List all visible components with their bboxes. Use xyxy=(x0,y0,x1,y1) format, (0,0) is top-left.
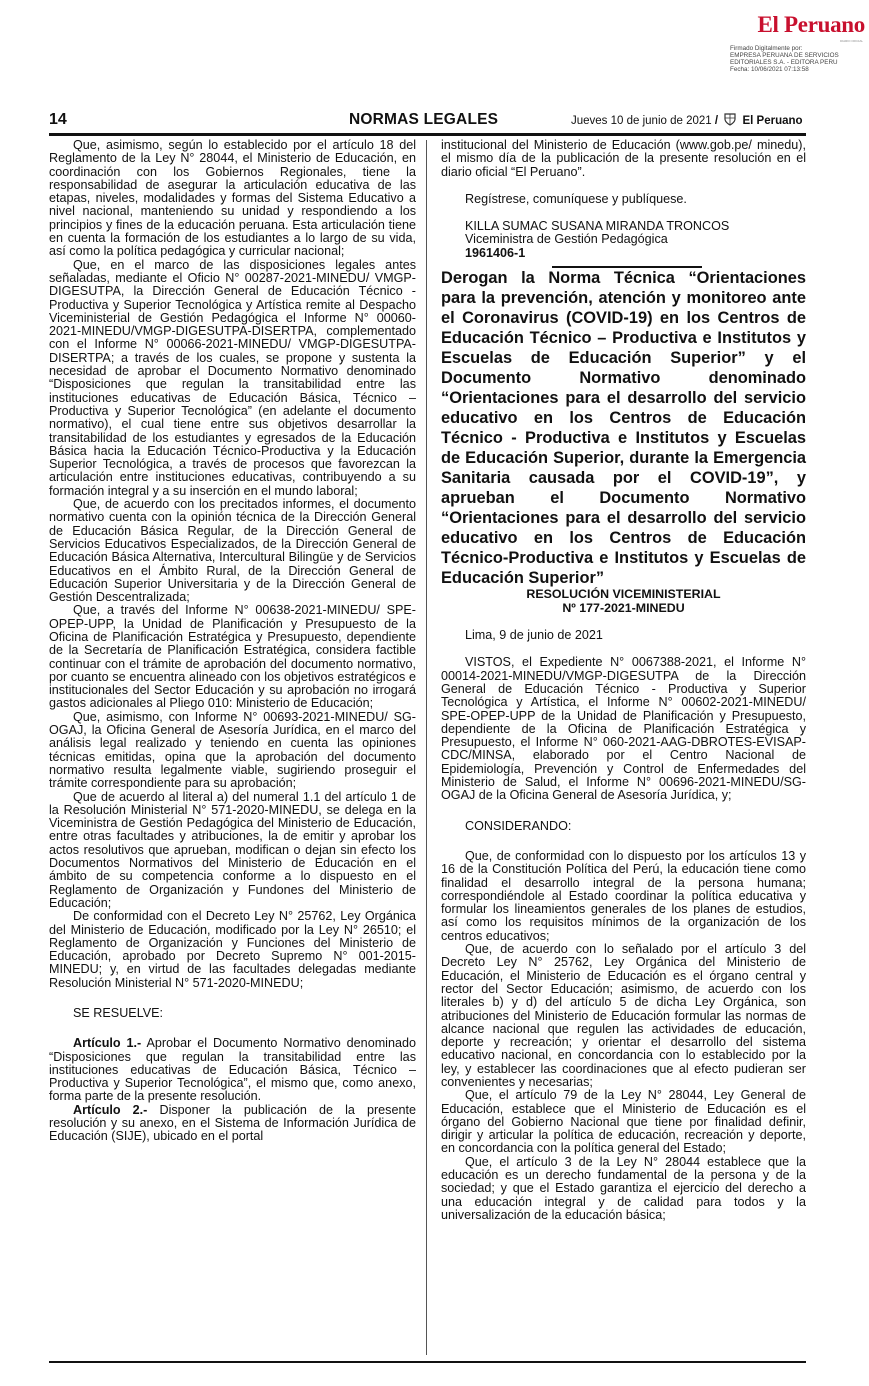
digital-signature xyxy=(730,45,869,73)
right-column xyxy=(441,139,806,1222)
page-number: 14 xyxy=(49,111,67,128)
article-1 xyxy=(49,1037,416,1103)
considerando: CONSIDERANDO: xyxy=(465,818,572,833)
logo-text: El Peruano xyxy=(757,12,865,37)
paragraph: Que, a través del Informe N° 00638-2021-MINEDU/ SPE-OPEP-UPP, la Unidad de Planificación y Presupuesto de la Oficina de Planificación Estratégica y Presupuesto, dependiente de la Secretaría de Planificación Estratégica, considera factible continuar con el trámite de aprobación del documento normativo, por cuanto se encuentra alineado con los objetivos estratégicos e institucionales del Sector Educación y su aprobación no irrogará gastos adicionales al Pliego 010: Ministerio de Educación; xyxy=(49,603,416,711)
article-label: Artículo 1.- xyxy=(73,1036,142,1051)
place-date: Lima, 9 de junio de 2021 xyxy=(465,628,603,643)
paragraph: Que, de acuerdo con los precitados informes, el documento normativo cuenta con la opinión técnica de la Dirección General de Educación Básica Regular, de la Dirección General de Servicios Educativos Especializados, de la Dirección General de Educación Básica Alternativa, Intercultural Bilingüe y de Servicios Educativos en el Ámbito Rural, de la Dirección General de Educación Superior Universitaria y de la Dirección General de Gestión Descentralizada; xyxy=(49,497,416,605)
el-peruano-logo xyxy=(700,12,865,42)
coat-of-arms-icon xyxy=(724,113,736,126)
footer-rule xyxy=(49,1361,806,1363)
section-title: NORMAS LEGALES xyxy=(349,111,499,128)
paragraph: Que, de conformidad con lo dispuesto por los artículos 13 y 16 de la Constitución Política del Perú, la educación tiene como finalidad el desarrollo integral de la persona humana; correspondiéndole al Estado coordinar la política educativa y formular los lineamientos generales de los planes de estudios, así como los requisitos mínimos de la organización de los centros educativos; xyxy=(441,848,806,943)
res-line: Nº 177-2021-MINEDU xyxy=(562,600,685,615)
article-2 xyxy=(49,1104,416,1144)
signature-line: Fecha: 10/06/2021 07:13:58 xyxy=(730,66,809,73)
resolution-title: Derogan la Norma Técnica “Orientaciones para la prevención, atención y monitoreo ante el Coronavirus (COVID-19) en los Centros de Educación Técnico – Productiva e Institutos y Escuelas de Educación Superior” y el Documento Normativo denominado “Orientaciones para el desarrollo del servicio educativo en los Centros de Educación Técnico - Productiva e Institutos y Escuelas de Educación Superior, durante la Emergencia Sanitaria causada por el COVID-19”, y aprueban el Documento Normativo “Orientaciones para el desarrollo del servicio educativo en los Centros de Educación Técnico-Productiva e Institutos y Escuelas de Educación Superior” xyxy=(441,269,806,588)
signer-name: KILLA SUMAC SUSANA MIRANDA TRONCOS xyxy=(465,219,730,234)
paragraph: Que, de acuerdo con lo señalado por el artículo 3 del Decreto Ley N° 25762, Ley Orgánica del Ministerio de Educación, el Ministerio de Educación es el órgano central y rector del Sector Educación; asimismo, de acuerdo con los literales b) y d) del artículo 5 de dicha Ley Orgánica, son atribuciones del Ministerio de Educación formular las normas de alcance nacional que regulen las actividades de educación, deporte y recreación; y orientar el desarrollo del sistema educativo nacional, en concordancia con lo establecido por la ley, y establecer las coordinaciones que al efecto pudieran ser convenientes y necesarias; xyxy=(441,942,806,1089)
logo-subtitle: DIARIO OFICIAL xyxy=(840,39,863,43)
column-divider xyxy=(426,140,427,1355)
vistos: VISTOS, el Expediente N° 0067388-2021, el Informe N° 00014-2021-MINEDU/VMGP-DIGESUTPA de la Dirección General de Educación Técnico - Productiva y Superior Tecnológica y Artística, el Informe N° 00602-2021-MINEDU/ SPE-OPEP-UPP de la Unidad de Planificación y Presupuesto, dependiente de la Oficina de Planificación Estratégica y Presupuesto, el Informe N° 060-2021-AAG-DBROTES-EVISAP-CDC/MINSA, elaborado por el Centro Nacional de Epidemiología, Prevención y Control de Enfermedades del Ministerio de Salud, el Informe N° 00696-2021-MINEDU/SG-OGAJ de la Oficina General de Asesoría Jurídica, y; xyxy=(441,655,806,803)
paragraph: Que, asimismo, con Informe N° 00693-2021-MINEDU/ SG-OGAJ, la Oficina General de Asesoría Jurídica, en el marco del análisis legal realizado y teniendo en cuenta las opiniones técnicas emitidas, opina que la aprobación del documento normativo resulta legalmente viable, sugiriendo proseguir el trámite correspondiente para su aprobación; xyxy=(49,709,416,791)
article-text: Disponer la publicación de la presente resolución y su anexo, en el Sistema de Información Jurídica de Educación (SIJE), ubicado en el portal xyxy=(49,1102,416,1144)
article-text: Aprobar el Documento Normativo denominado “Disposiciones que regulan la transitabilidad entre las instituciones educativas de Educación Básica, Técnico – Productiva y Superior Tecnológica”, el mismo que, como anexo, forma parte de la presente resolución. xyxy=(49,1036,416,1104)
publication-code: 1961406-1 xyxy=(465,245,526,260)
signature-line: EMPRESA PERUANA DE SERVICIOS xyxy=(730,52,839,59)
paragraph-continued: institucional del Ministerio de Educación (www.gob.pe/ minedu), el mismo día de la publicación de la presente resolución en el diario oficial “El Peruano”. xyxy=(441,138,806,179)
paragraph: Que, asimismo, según lo establecido por el artículo 18 del Reglamento de la Ley N° 28044, el Ministerio de Educación, en coordinación con los Gobiernos Regionales, tiene la responsabilidad de asegurar la articulación educativa de las etapas, niveles, modalidades y formas del Sistema Educativo a nivel nacional, manteniendo su unidad y respondiendo a los principios y fines de la educación peruana. Esta articulación tiene en cuenta la formación de los estudiantes a lo largo de su vida, así como la política pedagógica y curricular nacional; xyxy=(49,138,416,259)
header-brand: El Peruano xyxy=(742,115,803,127)
header-date xyxy=(571,113,803,127)
page-header xyxy=(49,110,806,132)
signature-line: EDITORIALES S.A. - EDITORA PERU xyxy=(730,59,838,66)
paragraph: Que de acuerdo al literal a) del numeral 1.1 del artículo 1 de la Resolución Ministerial N° 571-2020-MINEDU, se delega en la Viceministra de Gestión Pedagógica del Ministerio de Educación, entre otras facultades y atribuciones, la de emitir y aprobar los actos resolutivos que aprueban, modifican o dejan sin efecto los Documentos Normativos del Ministerio de Educación en el ámbito de su competencia conforme a lo dispuesto en el Reglamento de Organización y Fundones del Ministerio de Educación; xyxy=(49,789,416,910)
left-column xyxy=(49,139,416,1144)
signer-role: Viceministra de Gestión Pedagógica xyxy=(465,232,668,247)
signature-line: Firmado Digitalmente por: xyxy=(730,45,803,52)
article-label: Artículo 2.- xyxy=(73,1102,148,1117)
header-rule xyxy=(49,133,806,136)
se-resuelve: SE RESUELVE: xyxy=(73,1006,164,1020)
paragraph: Que, en el marco de las disposiciones legales antes señaladas, mediante el Oficio N° 00287-2021-MINEDU/ VMGP-DIGESUTPA, la Dirección General de Educación Técnico - Productiva y Superior Tecnológica y Artística remite al Despacho Viceministerial de Gestión Pedagógica el Informe N° 00060-2021-MINEDU/VMGP-DIGESUTPA-DISERTPA, complementado con el Informe N° 00066-2021-MINEDU/ VMGP-DIGESUTPA-DISERTPA; a través de los cuales, se propone y sustenta la necesidad de aprobar el Documento Normativo denominado “Disposiciones que regulan la transitabilidad entre las instituciones educativas de Educación Básica, Técnico – Productiva y Superior Tecnológica” (en adelante el documento normativo), el cual tiene entre sus objetivos desarrollar la transitabilidad de los estudiantes y egresados de la Educación Básica hacia la Educación Técnico-Productiva y la Educación Superior Tecnológica, a través de procesos que favorezcan la articulación entre instituciones educativas, contribuyendo a su formación integral y a su inserción en el mundo laboral; xyxy=(49,257,416,498)
issue-date: Jueves 10 de junio de 2021 xyxy=(571,115,712,127)
res-line: RESOLUCIÓN VICEMINISTERIAL xyxy=(526,587,721,602)
header-slash: / xyxy=(714,115,719,127)
resolution-number xyxy=(441,588,806,615)
registrese: Regístrese, comuníquese y publíquese. xyxy=(465,191,687,206)
paragraph: Que, el artículo 79 de la Ley N° 28044, Ley General de Educación, establece que el Ministerio de Educación es el órgano del Gobierno Nacional que tiene por finalidad definir, dirigir y articular la política de educación, recreación y deporte, en concordancia con la política general del Estado; xyxy=(441,1088,806,1156)
paragraph: Que, el artículo 3 de la Ley N° 28044 establece que la educación es un derecho fundamental de la persona y de la sociedad; y que el Estado garantiza el ejercicio del derecho a una educación integral y de calidad para todos y la universalización de la educación básica; xyxy=(441,1154,806,1222)
paragraph: De conformidad con el Decreto Ley N° 25762, Ley Orgánica del Ministerio de Educación, modificado por la Ley N° 26510; el Reglamento de Organización y Funciones del Ministerio de Educación, aprobado por Decreto Supremo N° 001-2015-MINEDU; y, en virtud de las facultades delegadas mediante Resolución Ministerial N° 571-2020-MINEDU; xyxy=(49,909,416,990)
